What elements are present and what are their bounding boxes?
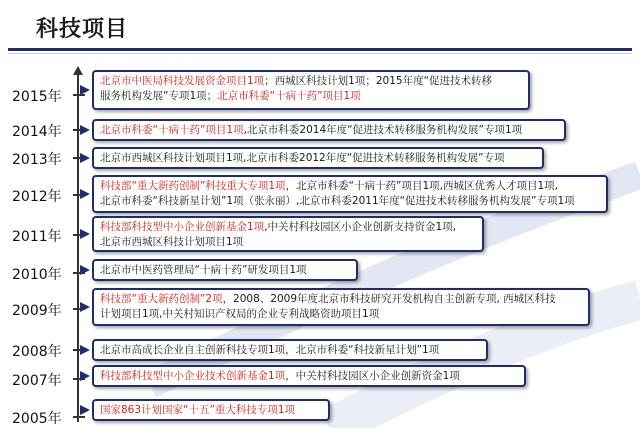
page-title: 科技项目 bbox=[36, 17, 129, 42]
project-line bbox=[100, 194, 600, 209]
project-line bbox=[100, 307, 582, 322]
pointer-arrow-icon bbox=[80, 229, 90, 239]
project-box bbox=[92, 147, 544, 169]
project-text: 北京市科委“科技新星计划”1项（张永丽）,北京市科委2011年度“促进技术转移服务机构发展”专项1项 bbox=[100, 195, 575, 207]
year-label: 2012年 bbox=[12, 189, 62, 205]
project-line bbox=[100, 89, 522, 104]
project-line bbox=[100, 369, 518, 384]
project-box bbox=[92, 399, 330, 421]
pointer-arrow-icon bbox=[80, 125, 90, 135]
year-label: 2011年 bbox=[12, 229, 62, 245]
project-line bbox=[100, 179, 600, 194]
highlight-text: 北京市科委“十病十药”项目1项 bbox=[100, 124, 244, 136]
project-line bbox=[100, 151, 536, 166]
title-underline-thin bbox=[8, 53, 632, 54]
project-text: 北京市西城区科技计划项目1项 bbox=[100, 236, 244, 248]
timeline-tick bbox=[73, 416, 85, 418]
pointer-arrow-icon bbox=[80, 265, 90, 275]
year-label: 2010年 bbox=[12, 267, 62, 283]
highlight-text: 国家863计划国家“十五”重大科技专项1项 bbox=[100, 404, 296, 416]
project-line bbox=[100, 263, 350, 278]
highlight-text: 科技部“重大新药创制”2项 bbox=[100, 293, 223, 305]
project-box bbox=[92, 175, 608, 213]
pointer-arrow-icon bbox=[80, 189, 90, 199]
project-text: ,中关村科技园区小企业创新支持资金1项, bbox=[264, 221, 457, 233]
project-text: 计划项目1项,中关村知识产权局的企业专利战略资助项目1项 bbox=[100, 308, 380, 320]
project-text: ,北京市科委2014年度“促进技术转移服务机构发展”专项1项 bbox=[243, 124, 523, 136]
year-label: 2007年 bbox=[12, 373, 62, 389]
highlight-text: 科技部科技型中小企业创新基金1项 bbox=[100, 221, 265, 233]
project-line bbox=[100, 220, 476, 235]
project-text: 北京市中医药管理局“十病十药”研发项目1项 bbox=[100, 264, 307, 276]
project-text: 北京市高成长企业自主创新科技专项1项，北京市科委“科技新星计划”1项 bbox=[100, 344, 440, 356]
project-line bbox=[100, 343, 480, 358]
pointer-arrow-icon bbox=[80, 302, 90, 312]
highlight-text: 北京市中医局科技发展资金项目1项 bbox=[100, 75, 265, 87]
pointer-arrow-icon bbox=[80, 153, 90, 163]
pointer-arrow-icon bbox=[80, 405, 90, 415]
title-underline bbox=[8, 48, 632, 51]
year-label: 2008年 bbox=[12, 344, 62, 360]
project-box bbox=[92, 119, 566, 141]
project-line bbox=[100, 74, 522, 89]
project-line bbox=[100, 403, 322, 418]
project-line bbox=[100, 235, 476, 250]
year-label: 2005年 bbox=[12, 411, 62, 427]
highlight-text: 科技部“重大新药创制”科技重大专项1项 bbox=[100, 180, 286, 192]
pointer-arrow-icon bbox=[80, 345, 90, 355]
project-box bbox=[92, 216, 484, 252]
project-text: 服务机构发展”专项1项； bbox=[100, 90, 218, 102]
highlight-text: 北京市科委“十病十药”项目1项 bbox=[217, 90, 361, 102]
project-line bbox=[100, 123, 558, 138]
project-text: 北京市西城区科技计划项目1项,北京市科委2012年度“促进技术转移服务机构发展”专项 bbox=[100, 152, 505, 164]
year-label: 2013年 bbox=[12, 152, 62, 168]
project-box bbox=[92, 70, 530, 110]
year-label: 2015年 bbox=[12, 89, 62, 105]
timeline-axis bbox=[77, 72, 79, 422]
project-text: ，2008、2009年度北京市科技研究开发机构自主创新专项, 西城区科技 bbox=[222, 293, 556, 305]
highlight-text: 科技部科技型中小企业技术创新基金1项 bbox=[100, 370, 286, 382]
project-text: ，中关村科技园区小企业创新资金1项 bbox=[285, 370, 460, 382]
project-box bbox=[92, 288, 590, 326]
pointer-arrow-icon bbox=[80, 85, 90, 95]
pointer-arrow-icon bbox=[80, 371, 90, 381]
project-line bbox=[100, 292, 582, 307]
year-label: 2014年 bbox=[12, 124, 62, 140]
year-label: 2009年 bbox=[12, 303, 62, 319]
project-box bbox=[92, 259, 358, 281]
project-box bbox=[92, 339, 488, 361]
project-text: ；西城区科技计划1项；2015年度“促进技术转移 bbox=[264, 75, 493, 87]
project-text: ，北京市科委“十病十药”项目1项,西城区优秀人才项目1项, bbox=[285, 180, 558, 192]
project-box bbox=[92, 365, 526, 387]
